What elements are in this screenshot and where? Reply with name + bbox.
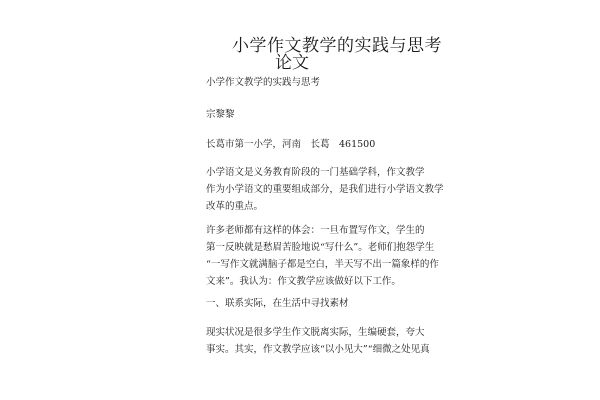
paragraph-2-line: “一写作文就满脑子都是空白，半天写不出一篇象样的作	[206, 259, 439, 270]
paragraph-3	[206, 324, 430, 358]
paragraph-2-line: 许多老师都有这样的体会：一旦布置写作文，学生的	[206, 225, 425, 236]
paragraph-1-line: 作为小学语文的重要组成部分，是我们进行小学语文教学	[206, 184, 444, 195]
paragraph-1-line: 改革的重点。	[206, 201, 264, 212]
document-title: 小学作文教学的实践与思考	[232, 36, 442, 56]
paragraph-1	[206, 164, 444, 215]
paragraph-1-line: 小学语文是义务教育阶段的一门基础学科，作文教学	[206, 167, 425, 178]
section-heading: 一、联系实际，在生活中寻找素材	[206, 298, 349, 309]
paragraph-3-line: 事实。其实，作文教学应该“以小见大”“细微之处见真	[206, 344, 430, 355]
paragraph-2-line: 文来”。我认为：作文教学应该做好以下工作。	[206, 276, 401, 287]
paragraph-2-line: 第一反映就是愁眉苦脸地说“写什么”。老师们抱怨学生	[206, 242, 435, 253]
author-affiliation: 长葛市第一小学，河南 长葛 461500	[206, 139, 376, 150]
paragraph-2	[206, 222, 439, 290]
paragraph-3-line: 现实状况是很多学生作文脱离实际，生编硬套，夸大	[206, 327, 425, 338]
author-name: 宗黎黎	[206, 109, 235, 120]
subtitle: 小学作文教学的实践与思考	[206, 77, 321, 88]
document-title-continuation: 论文	[275, 53, 309, 73]
